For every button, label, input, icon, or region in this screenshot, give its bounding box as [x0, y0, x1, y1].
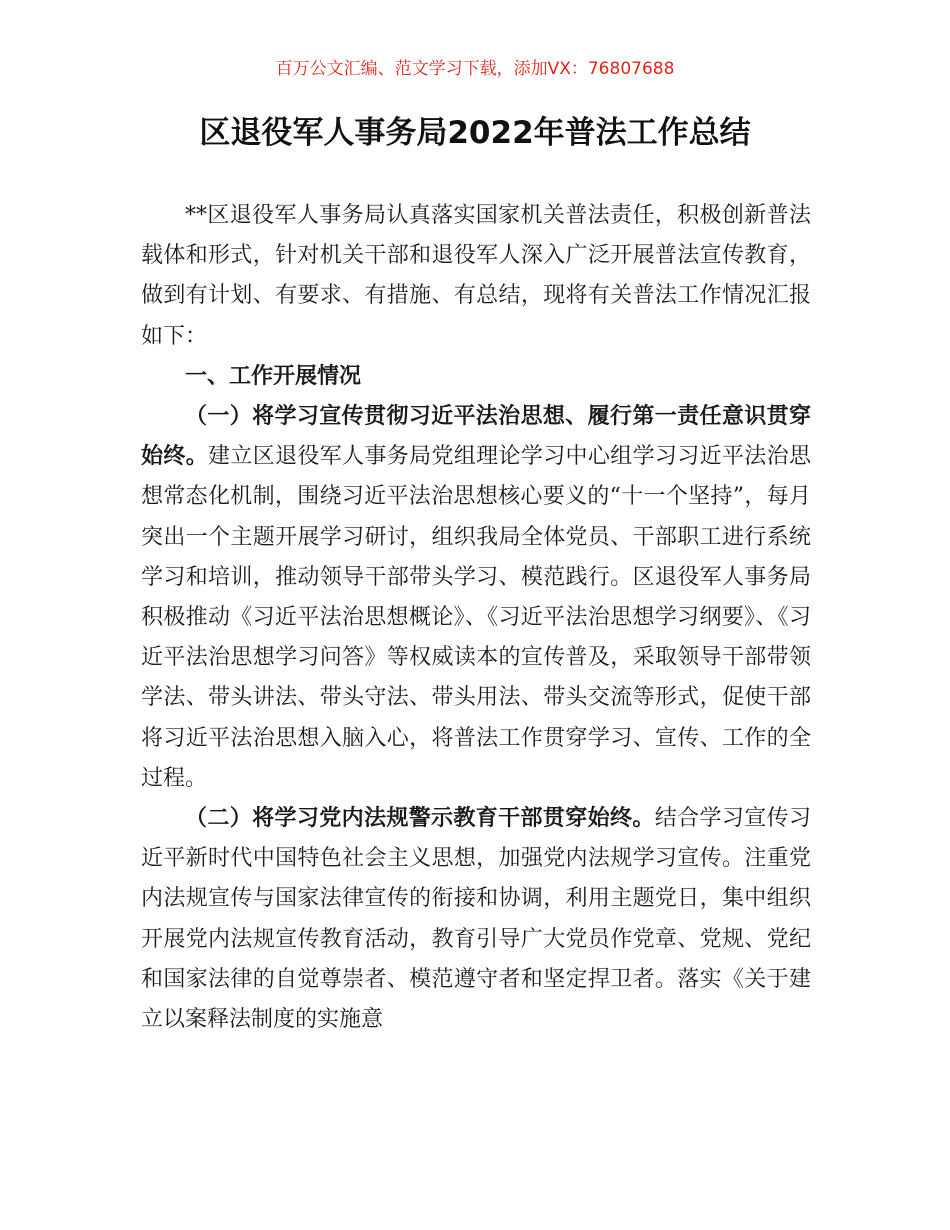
item-lead-2: （二）将学习党内法规警示教育干部贯穿始终。 [185, 806, 655, 832]
section-heading: 一、工作开展情况 [185, 363, 362, 389]
item-paragraph-1 [141, 397, 811, 799]
intro-paragraph: **区退役军人事务局认真落实国家机关普法责任，积极创新普法载体和形式，针对机关干部和退役军人深入广泛开展普法宣传教育，做到有计划、有要求、有措施、有总结，现将有关普法工作情况汇报如下： [141, 203, 811, 349]
item-text-2: 结合学习宣传习近平新时代中国特色社会主义思想，加强党内法规学习宣传。注重党内法规宣传与国家法律宣传的衔接和协调，利用主题党日，集中组织开展党内法规宣传教育活动，教育引导广大党员作党章、党规、党纪和国家法律的自觉尊崇者、模范遵守者和坚定捍卫者。落实《关于建立以案释法制度的实施意 [141, 806, 811, 1033]
item-text-1: 建立区退役军人事务局党组理论学习中心组学习习近平法治思想常态化机制，围绕习近平法治思想核心要义的“十一个坚持”，每月突出一个主题开展学习研讨，组织我局全体党员、干部职工进行系统学习和培训，推动领导干部带头学习、模范践行。区退役军人事务局积极推动《习近平法治思想概论》、《习近平法治思想学习纲要》、《习近平法治思想学习问答》等权威读本的宣传普及，采取领导干部带领学法、带头讲法、带头守法、带头用法、带头交流等形式，促使干部将习近平法治思想入脑入心，将普法工作贯穿学习、宣传、工作的全过程。 [141, 444, 811, 791]
page-title: 区退役军人事务局2022年普法工作总结 [199, 115, 751, 151]
document-body [141, 196, 811, 1040]
item-lead-1: （一）将学习宣传贯彻习近平法治思想、履行第一责任意识贯穿始终。 [141, 404, 811, 470]
item-paragraph-2 [141, 799, 811, 1040]
header-watermark-note: 百万公文汇编、范文学习下载，添加VX：76807688 [275, 59, 675, 79]
